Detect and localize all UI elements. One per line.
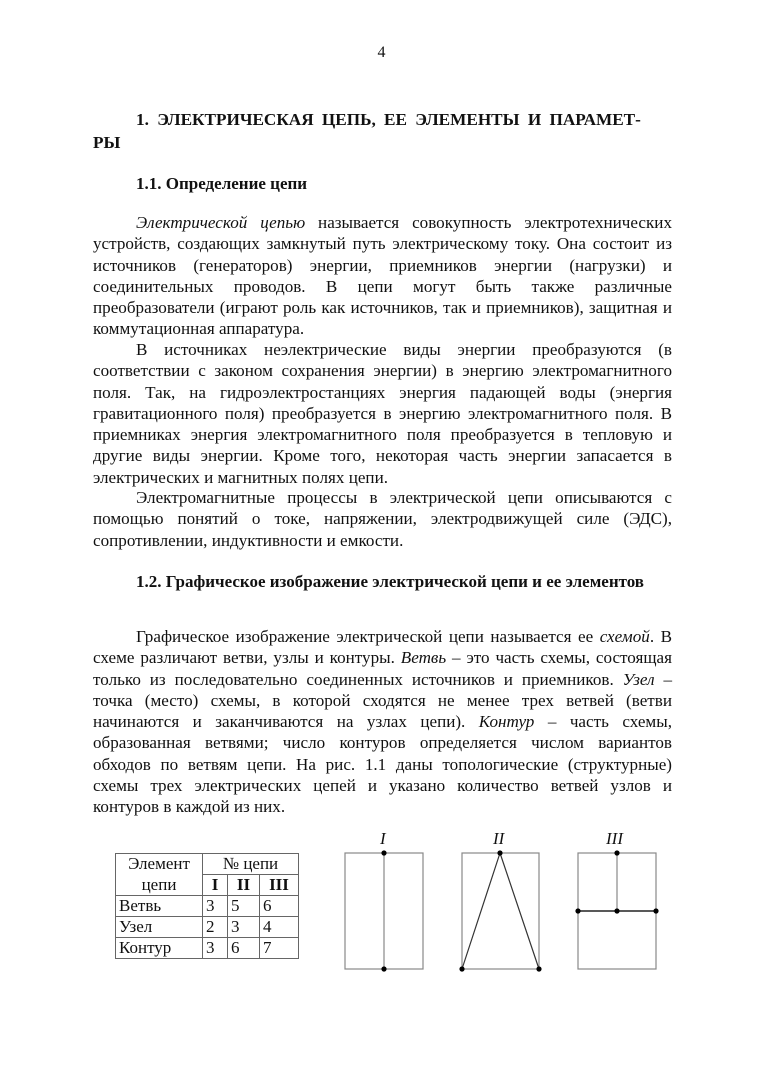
table-row [116,938,299,959]
paragraph-text: Графическое изображение электрической цепи называется ее [136,627,600,646]
table-cell: 3 [203,938,228,959]
term-branch: Ветвь [400,648,447,668]
table-header-element-line2: цепи [116,875,203,896]
circuit-elements-table [115,853,299,959]
chapter-heading-line2: РЫ [93,133,121,152]
page-number: 4 [377,44,386,61]
table-cell: 2 [203,917,228,938]
paragraph-processes: Электромагнитные процессы в электрической цепи описываются с помощью понятий о токе, напряжении, электродвижущей силе (ЭДС), сопротивлении, индуктивности и емкости. [93,488,672,550]
table-row [116,896,299,917]
row-label-branch: Ветвь [116,896,203,917]
circuit-diagram-ii [462,853,539,969]
table-header-element: Элемент [116,854,203,875]
row-label-node: Узел [116,917,203,938]
figure-label-iii: III [606,829,623,848]
term-loop: Контур [478,712,535,732]
paragraph-definition [93,212,672,340]
paragraph-text: . В схеме различают ветви, узлы и контуры. [93,627,672,668]
table-cell: 3 [203,896,228,917]
row-label-loop: Контур [116,938,203,959]
circuit-diagram-i [345,853,423,969]
figure-label-ii: II [493,829,505,848]
chapter-heading [93,108,672,154]
section-heading-1-2: 1.2. Графическое изображение электрической цепи и ее элементов [136,572,644,591]
section-heading-1-1: 1.1. Определение цепи [136,174,308,193]
table-header-circuit-number: № цепи [203,854,299,875]
chapter-heading-line1: 1. ЭЛЕКТРИЧЕСКАЯ ЦЕПЬ, ЕЕ ЭЛЕМЕНТЫ И ПАРАМЕТ- [136,110,641,129]
table-cell: 6 [228,938,260,959]
paragraph-text: – точка (место) схемы, в которой сходятся не менее трех ветвей (ветви начинаются и заканчиваются на узлах цепи). [93,669,672,732]
table-cell: 3 [228,917,260,938]
paragraph-graphic [93,626,672,818]
paragraph-text: – это часть схемы, состоящая только из последовательно соединенных источников и приемников. [93,648,672,689]
table-row [116,917,299,938]
term-node: Узел [622,669,655,689]
term-scheme: схемой [599,627,650,646]
paragraph-text: – часть схемы, образованная ветвями; число контуров определяется числом вариантов обходов по ветвям цепи. На рис. 1.1 даны топологические (структурные) схемы трех электрических цепей и указано количество ветвей узлов и контуров в каждой из них. [93,712,672,817]
table-header-circuit-ii: II [228,875,260,896]
figure-label-i: I [380,829,386,848]
term-electric-circuit: Электрической цепью [136,213,306,232]
table-header-circuit-iii: III [260,875,299,896]
table-cell: 4 [260,917,299,938]
circuit-diagrams-svg [330,825,670,985]
paragraph-energy: В источниках неэлектрические виды энергии преобразуются (в соответствии с законом сохранения энергии) в энергию электромагнитного поля. Так, на гидроэлектростанциях энергия падающей воды (энергия гравитационного поля) преобразуется в энергию электромагнитного поля. В приемниках энергия электромагнитного поля преобразуется в тепловую и другие виды энергии. Кроме того, некоторая часть энергии запасается в электрических и магнитных полях цепи. [93,340,672,487]
table-cell: 7 [260,938,299,959]
paragraph-text: называется совокупность электротехнических устройств, создающих замкнутый путь электрическому току. Она состоит из источников (генераторов) энергии, приемников энергии (нагрузки) и соединительных проводов. В цепи могут быть также различные преобразователи (играют роль как источников, так и приемников), защитная и коммутационная аппаратура. [93,213,672,339]
table-cell: 5 [228,896,260,917]
table-cell: 6 [260,896,299,917]
table-header-circuit-i: I [203,875,228,896]
